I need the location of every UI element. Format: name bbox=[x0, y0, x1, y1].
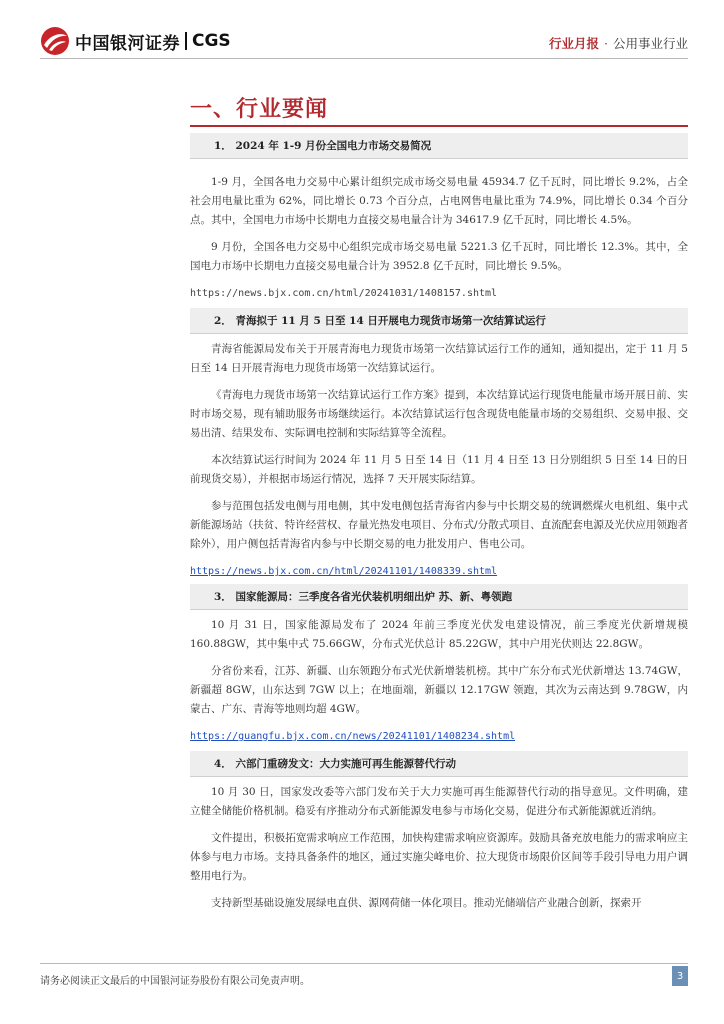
page-header bbox=[0, 0, 724, 70]
page-number: 3 bbox=[672, 966, 688, 986]
news-paragraph: 本次结算试运行时间为 2024 年 11 月 5 日至 14 日（11 月 4 日至 13 日分别组织 5 日至 14 日的日前现货交易），并根据市场运行情况，选择 7 天开展实际结算。 bbox=[190, 454, 688, 485]
category-separator: · bbox=[604, 35, 608, 51]
news-paragraph: 9 月份，全国各电力交易中心组织完成市场交易电量 5221.3 亿千瓦时，同比增长 12.3%。其中，全国电力市场中长期电力直接交易电量合计为 3952.8 亿千瓦时，同比增长 9.5%。 bbox=[190, 241, 688, 272]
news-list bbox=[190, 133, 688, 913]
news-paragraph: 10 月 31 日，国家能源局发布了 2024 年前三季度光伏发电建设情况，前三季度光伏新增规模 160.88GW，其中集中式 75.66GW，分布式光伏总计 85.22GW，其中户用光伏则达 22.8GW。 bbox=[190, 619, 688, 650]
source-link[interactable]: https://news.bjx.com.cn/html/20241101/1408339.shtml bbox=[190, 566, 498, 577]
news-item-4 bbox=[190, 751, 688, 913]
company-logo bbox=[40, 24, 231, 58]
galaxy-logo-icon bbox=[40, 26, 70, 56]
news-paragraph: 《青海电力现货市场第一次结算试运行工作方案》提到，本次结算试运行现货电能量市场开展日前、实时市场交易，现有辅助服务市场继续运行。本次结算试运行包含现货电能量市场的交易组织、交易申报、交易出清、结果发布、实际调电控制和实际结算等全流程。 bbox=[190, 389, 688, 439]
news-paragraph: 文件提出，积极拓宽需求响应工作范围，加快构建需求响应资源库。鼓励具备充放电能力的需求响应主体参与电力市场。支持具备条件的地区，通过实施尖峰电价、拉大现货市场限价区间等手段引导电力用户调整用电行为。 bbox=[190, 832, 688, 882]
news-heading: 1． 2024 年 1-9 月份全国电力市场交易简况 bbox=[190, 133, 688, 159]
news-paragraph: 支持新型基础设施发展绿电直供、源网荷储一体化项目。推动光储端信产业融合创新，探索开 bbox=[211, 897, 642, 909]
news-item-1 bbox=[190, 133, 688, 303]
news-paragraph: 1-9 月，全国各电力交易中心累计组织完成市场交易电量 45934.7 亿千瓦时，同比增长 9.2%，占全社会用电量比重为 62%，同比增长 0.73 个百分点，占电网售电量比重为 74.9%，同比增长 0.34 个百分点。其中，全国电力市场中长期电力直接交易电量合计为 34617.9 亿千瓦时，同比增长 4.5%。 bbox=[190, 176, 688, 226]
news-heading: 3． 国家能源局：三季度各省光伏装机明细出炉 苏、新、粤领跑 bbox=[190, 584, 688, 610]
report-category bbox=[549, 34, 688, 52]
industry-name: 公用事业行业 bbox=[612, 36, 688, 51]
logo-divider bbox=[185, 32, 187, 50]
news-heading: 2． 青海拟于 11 月 5 日至 14 日开展电力现货市场第一次结算试运行 bbox=[190, 308, 688, 334]
news-item-3 bbox=[190, 584, 688, 746]
section-title: 一、行业要闻 bbox=[190, 96, 329, 122]
news-paragraph: 分省份来看，江苏、新疆、山东领跑分布式光伏新增装机榜。其中广东分布式光伏新增达 13.74GW，新疆超 8GW，山东达到 7GW 以上；在地面端，新疆以 12.17GW 领跑，其次为云南达到 9.78GW，内蒙古、广东、青海等地则均超 4GW。 bbox=[190, 665, 688, 715]
source-link[interactable]: https://guangfu.bjx.com.cn/news/20241101/1408234.shtml bbox=[190, 731, 516, 742]
report-type: 行业月报 bbox=[548, 36, 599, 51]
logo-english-name: CGS bbox=[192, 31, 231, 51]
logo-chinese-name: 中国银河证券 bbox=[75, 33, 180, 54]
news-paragraph: 10 月 30 日，国家发改委等六部门发布关于大力实施可再生能源替代行动的指导意见。文件明确，建立健全储能价格机制。稳妥有序推动分布式新能源发电参与市场化交易，促进分布式新能源就近消纳。 bbox=[190, 786, 688, 817]
footer-divider bbox=[40, 963, 688, 964]
source-link[interactable]: https://news.bjx.com.cn/html/20241031/1408157.shtml bbox=[190, 288, 498, 299]
section-title-rule bbox=[190, 125, 688, 127]
news-paragraph: 参与范围包括发电侧与用电侧，其中发电侧包括青海省内参与中长期交易的统调燃煤火电机组、集中式新能源场站（扶贫、特许经营权、存量光热发电项目、分布式/分散式项目、直流配套电源及光伏应用领跑者除外），用户侧包括青海省内参与中长期交易的电力批发用户、售电公司。 bbox=[190, 500, 688, 550]
header-divider bbox=[40, 58, 688, 59]
news-item-2 bbox=[190, 308, 688, 581]
news-paragraph: 青海省能源局发布关于开展青海电力现货市场第一次结算试运行工作的通知，通知提出，定于 11 月 5 日至 14 日开展青海电力现货市场第一次结算试运行。 bbox=[190, 343, 688, 374]
news-heading: 4． 六部门重磅发文：大力实施可再生能源替代行动 bbox=[190, 751, 688, 777]
footer-disclaimer: 请务必阅读正文最后的中国银河证券股份有限公司免责声明。 bbox=[40, 976, 310, 987]
